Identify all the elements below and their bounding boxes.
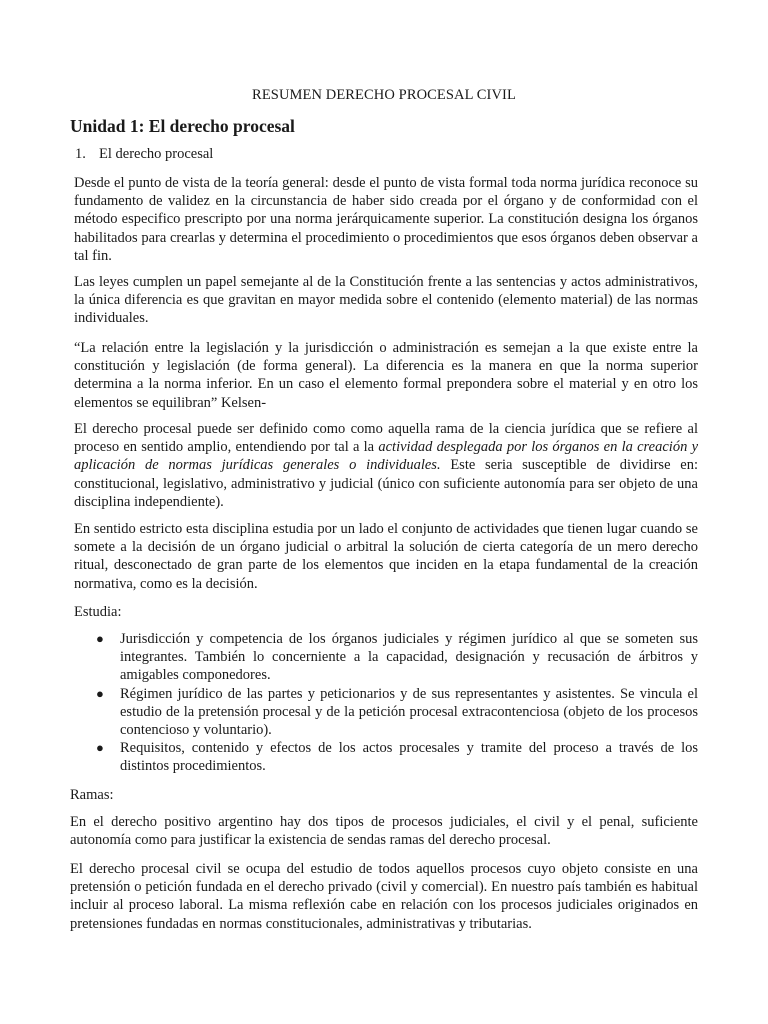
studies-label: Estudia: xyxy=(74,604,122,620)
bullet-item xyxy=(96,739,698,775)
document-title: RESUMEN DERECHO PROCESAL CIVIL xyxy=(252,87,516,103)
paragraph-5: En sentido estricto esta disciplina estudia por un lado el conjunto de actividades que tienen lugar cuando se somete a la decisión de un órgano judicial o arbitral la solución de cierta categoría de un mero derecho ritual, desconectado de gran parte de los elementos que inciden en la etapa fundamental de la creación normativa, como es la decisión. xyxy=(74,521,698,592)
numbered-item xyxy=(75,146,213,163)
bullet-text: Requisitos, contenido y efectos de los actos procesales y tramite del proceso a través de los distintos procedimientos. xyxy=(120,740,698,775)
bullet-text: Jurisdicción y competencia de los órganos judiciales y régimen jurídico al que se someten sus integrantes. También lo concerniente a la capacidad, designación y recusación de árbitros y amigables componedores. xyxy=(120,631,698,684)
paragraph-1: Desde el punto de vista de la teoría general: desde el punto de vista formal toda norma jurídica reconoce su fundamento de validez en la circunstancia de haber sido creada por el órgano y de conformidad con el método especifico prescripto por una norma jerárquicamente superior. La constitución designa los órganos habilitados para crearlas y determina el procedimiento o procedimientos que esos órganos deben observar a tal fin. xyxy=(74,175,698,264)
unit-heading: Unidad 1: El derecho procesal xyxy=(70,116,295,136)
bullet-icon: ● xyxy=(96,685,104,701)
numbered-item-text: El derecho procesal xyxy=(99,146,214,162)
bullet-text: Régimen jurídico de las partes y peticionarios y de sus representantes y asistentes. Se vincula el estudio de la pretensión procesal y de la petición procesal extracontenciosa (objeto de los procesos contencioso y voluntario). xyxy=(120,685,698,739)
bullet-item xyxy=(96,685,698,740)
paragraph-2: Las leyes cumplen un papel semejante al de la Constitución frente a las sentencias y actos administrativos, la única diferencia es que gravitan en mayor medida sobre el contenido (elemento material) de las normas individuales. xyxy=(74,274,698,327)
bullet-item xyxy=(96,630,698,685)
paragraph-4 xyxy=(74,420,698,511)
numbered-item-number: 1. xyxy=(75,146,86,162)
bullet-icon: ● xyxy=(96,631,104,646)
ramas-label: Ramas: xyxy=(70,787,114,803)
paragraph-3: “La relación entre la legislación y la jurisdicción o administración es semejan a la que existe entre la constitución y legislación (de forma general). La diferencia es la manera en que la norma superior determina a la norma inferior. En un caso el elemento formal prepondera sobre el material y en otro los elementos se equilibran” Kelsen- xyxy=(74,340,698,411)
studies-bullet-list xyxy=(96,630,698,776)
paragraph-4-before: El derecho procesal puede ser definido como como aquella rama de la ciencia jurídica que se refiere al proceso en sentido amplio, entendiendo por tal a la xyxy=(74,421,698,456)
paragraph-7: El derecho procesal civil se ocupa del estudio de todos aquellos procesos cuyo objeto consiste en una pretensión o petición fundada en el derecho privado (civil y comercial). En nuestro país también es habitual incluir al proceso laboral. La misma reflexión cabe en relación con los procesos judiciales originados en pretensiones fundadas en normas constitucionales, administrativas y tributarias. xyxy=(70,861,698,932)
paragraph-4-italic: actividad desplegada por los órganos en la creación y aplicación de normas jurídicas generales o individuales. xyxy=(74,439,698,474)
paragraph-4-after: Este seria susceptible de dividirse en: constitucional, legislativo, administrativo y judicial (único con suficiente autonomía para ser objeto de una disciplina independiente). xyxy=(74,457,698,510)
paragraph-6: En el derecho positivo argentino hay dos tipos de procesos judiciales, el civil y el penal, suficiente autonomía como para justificar la existencia de sendas ramas del derecho procesal. xyxy=(70,814,698,849)
bullet-icon: ● xyxy=(96,740,104,756)
